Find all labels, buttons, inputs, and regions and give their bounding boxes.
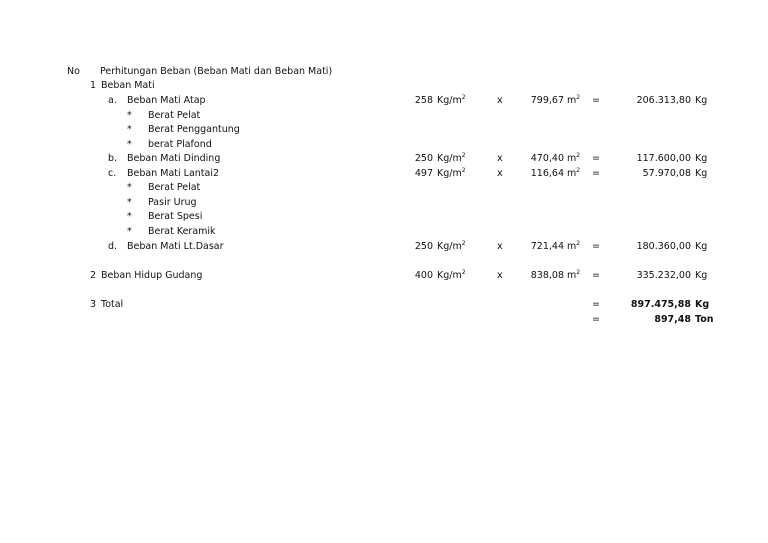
row-result: 180.360,00 xyxy=(636,241,691,252)
row-equals: = xyxy=(592,95,600,106)
row-label: Beban Mati Atap xyxy=(127,95,206,106)
row-result-unit: Kg xyxy=(695,270,708,281)
bullet: * xyxy=(127,226,132,237)
total-equals: = xyxy=(592,314,600,325)
row-equals: = xyxy=(592,168,600,179)
sub-item: Berat Penggantung xyxy=(148,124,240,135)
row-result-unit: Kg xyxy=(695,168,708,179)
row-weight-unit: $Kg/m^2$ xyxy=(437,152,466,164)
row-times: x xyxy=(497,153,503,164)
row-area-unit: $m^2$ xyxy=(567,269,581,281)
row-label: Beban Mati Dinding xyxy=(127,153,221,164)
row-weight-unit: $Kg/m^2$ xyxy=(437,94,466,106)
row-times: x xyxy=(497,270,503,281)
row-weight: 497 xyxy=(414,168,433,179)
row-result: 206.313,80 xyxy=(636,95,691,106)
row-weight: 250 xyxy=(414,153,433,164)
sub-item: Pasir Urug xyxy=(148,197,197,208)
row-letter: a. xyxy=(108,95,117,106)
section2-number: 2 xyxy=(89,270,96,281)
section1-label: Beban Mati xyxy=(101,80,155,91)
section1-number: 1 xyxy=(89,80,96,91)
row-area-unit: $m^2$ xyxy=(567,94,581,106)
row-equals: = xyxy=(592,241,600,252)
bullet: * xyxy=(127,124,132,135)
row-equals: = xyxy=(592,153,600,164)
section3-label: Total xyxy=(101,299,124,310)
row-label: Beban Mati Lt.Dasar xyxy=(127,241,224,252)
sub-item: Berat Keramik xyxy=(148,226,216,237)
row-label: Beban Mati Lantai2 xyxy=(127,168,220,179)
row-result: 57.970,08 xyxy=(642,168,691,179)
row-weight: 258 xyxy=(414,95,433,106)
bullet: * xyxy=(127,182,132,193)
row-result: 335.232,00 xyxy=(636,270,691,281)
row-result-unit: Kg xyxy=(695,241,708,252)
row-weight: 400 xyxy=(414,270,433,281)
total-equals: = xyxy=(592,299,600,310)
row-letter: b. xyxy=(108,153,118,164)
row-area-unit: $m^2$ xyxy=(567,240,581,252)
row-times: x xyxy=(497,241,503,252)
row-equals: = xyxy=(592,270,600,281)
row-area-unit: $m^2$ xyxy=(567,167,581,179)
bullet: * xyxy=(127,139,132,150)
row-area: 799,67 xyxy=(530,95,564,106)
total-ton-unit: Ton xyxy=(695,314,714,325)
total-ton: 897,48 xyxy=(654,314,691,325)
row-area: 838,08 xyxy=(530,270,564,281)
bullet: * xyxy=(127,197,132,208)
row-area: 116,64 xyxy=(530,168,564,179)
section2-label: Beban Hidup Gudang xyxy=(101,270,203,281)
row-weight-unit: $Kg/m^2$ xyxy=(437,269,466,281)
row-area: 470,40 xyxy=(530,153,564,164)
row-weight-unit: $Kg/m^2$ xyxy=(437,240,466,252)
header-no: No xyxy=(67,66,80,77)
row-result-unit: Kg xyxy=(695,153,708,164)
total-kg-unit: Kg xyxy=(695,299,710,310)
sub-item: Berat Pelat xyxy=(148,110,201,121)
sub-item: Berat Spesi xyxy=(148,211,203,222)
bullet: * xyxy=(127,110,132,121)
bullet: * xyxy=(127,211,132,222)
row-letter: c. xyxy=(108,168,117,179)
section3-number: 3 xyxy=(89,299,96,310)
total-kg: 897.475,88 xyxy=(630,299,691,310)
row-result-unit: Kg xyxy=(695,95,708,106)
row-weight: 250 xyxy=(414,241,433,252)
header-title: Perhitungan Beban (Beban Mati dan Beban Mati) xyxy=(100,66,333,77)
row-letter: d. xyxy=(108,241,118,252)
row-weight-unit: $Kg/m^2$ xyxy=(437,167,466,179)
row-result: 117.600,00 xyxy=(636,153,691,164)
row-times: x xyxy=(497,95,503,106)
sub-item: Berat Pelat xyxy=(148,182,201,193)
sub-item: berat Plafond xyxy=(148,139,212,150)
row-times: x xyxy=(497,168,503,179)
row-area: 721,44 xyxy=(530,241,564,252)
row-area-unit: $m^2$ xyxy=(567,152,581,164)
